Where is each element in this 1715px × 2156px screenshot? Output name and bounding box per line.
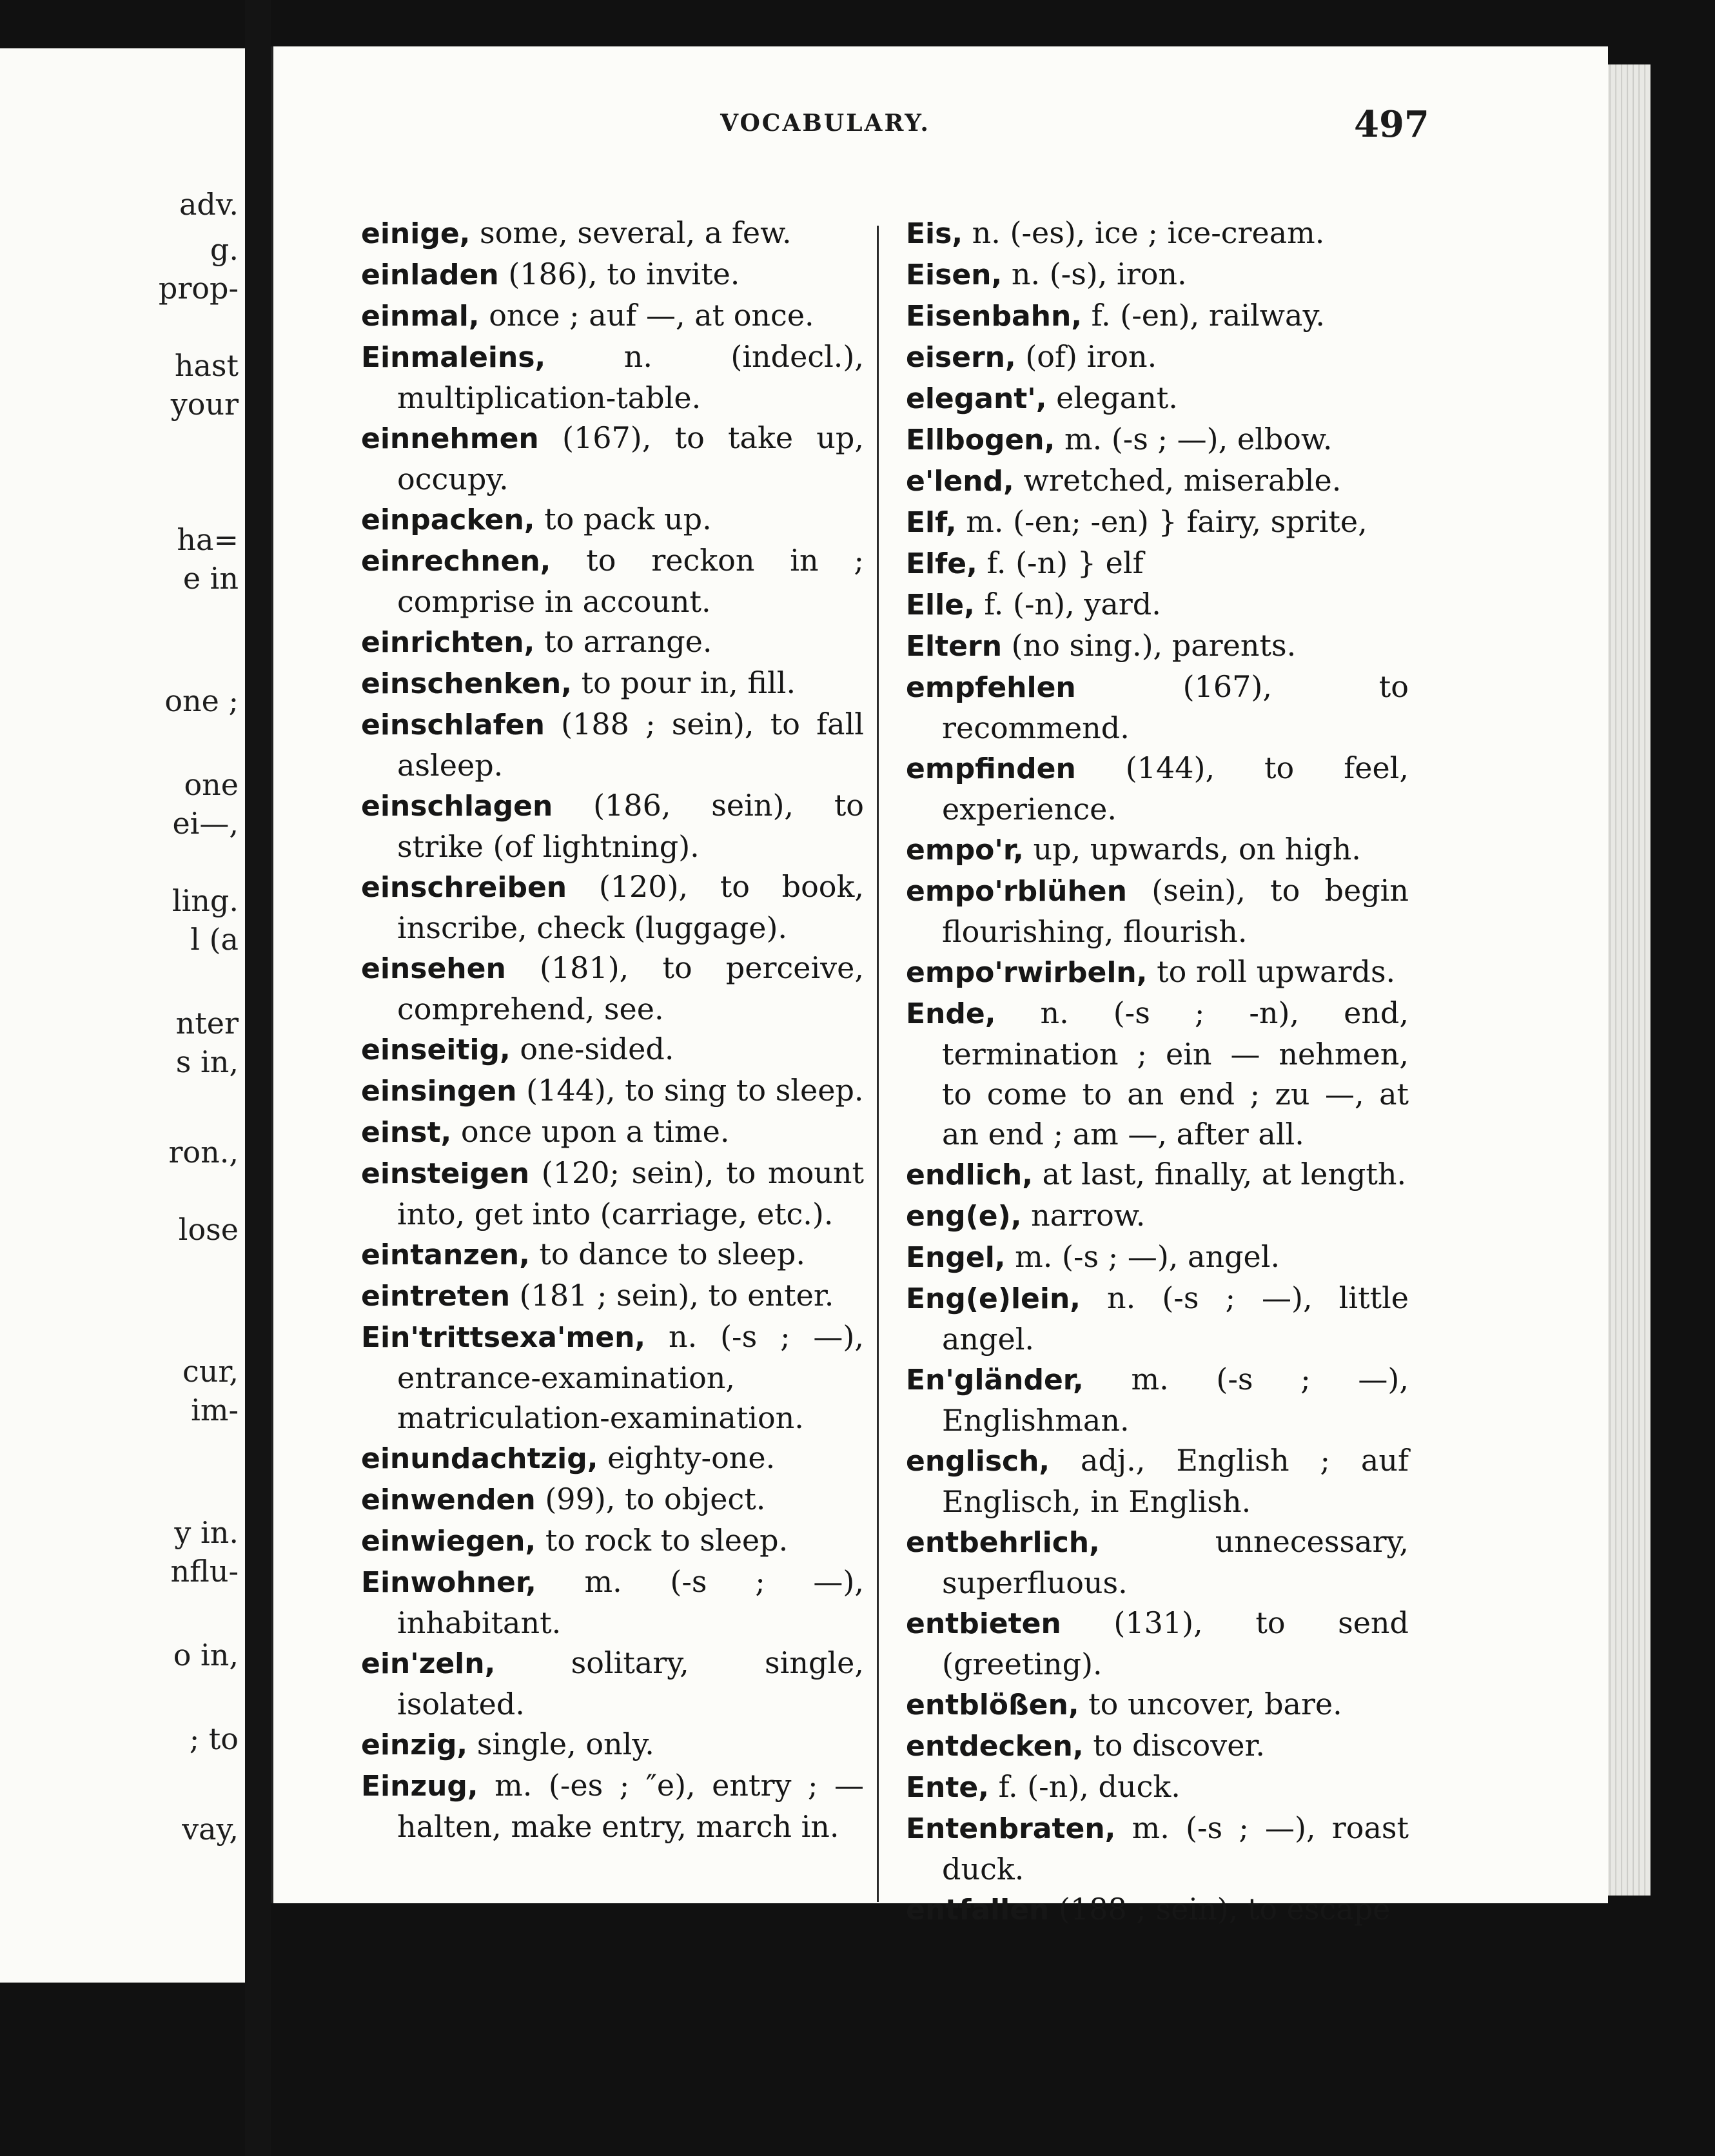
entry-definition: to dance to sleep.: [539, 1237, 805, 1271]
entry-headword: En'gländer,: [906, 1364, 1084, 1396]
previous-page-text: g.: [210, 232, 239, 267]
entry-headword: empo'rblühen: [906, 875, 1127, 908]
entry-definition: to pour in, fill.: [581, 665, 796, 700]
previous-page-text: ; to: [189, 1721, 239, 1756]
page-number: 497: [1354, 103, 1429, 146]
vocabulary-entry: [361, 1317, 864, 1438]
running-head: VOCABULARY.: [720, 110, 930, 137]
vocabulary-column-right: [906, 213, 1409, 1930]
entry-headword: eng(e),: [906, 1200, 1022, 1233]
entry-definition: n. (indecl.), multiplication-table.: [397, 339, 864, 415]
vocabulary-entry: [906, 1808, 1409, 1889]
vocabulary-entry: [906, 1195, 1409, 1237]
vocabulary-entry: [361, 1275, 864, 1317]
entry-definition: n. (-s ; —), entrance-examination, matriculation-examination.: [397, 1319, 865, 1435]
entry-headword: entfallen: [906, 1894, 1050, 1926]
entry-headword: Elfe,: [906, 547, 977, 580]
entry-headword: einsingen: [361, 1075, 517, 1108]
entry-headword: einrechnen,: [361, 545, 551, 578]
entry-headword: endlich,: [906, 1159, 1033, 1191]
entry-definition: to roll upwards.: [1157, 954, 1396, 989]
vocabulary-entry: [361, 948, 864, 1029]
entry-headword: einseitig,: [361, 1034, 511, 1066]
entry-definition: wretched, miserable.: [1023, 463, 1342, 498]
vocabulary-entry: [361, 1438, 864, 1479]
entry-definition: (188 ; sein), to fall asleep.: [397, 707, 865, 783]
entry-headword: einsehen: [361, 952, 506, 985]
entry-headword: Einmaleins,: [361, 341, 546, 374]
entry-headword: einsteigen: [361, 1157, 530, 1190]
entry-headword: e'lend,: [906, 465, 1014, 498]
entry-definition: once ; auf —, at once.: [489, 298, 814, 333]
vocabulary-entry: [361, 663, 864, 704]
entry-headword: entdecken,: [906, 1730, 1084, 1763]
entry-definition: m. (-es ; ″e), entry ; —halten, make entry, march in.: [397, 1768, 865, 1844]
previous-page-text: o in,: [173, 1638, 239, 1672]
vocabulary-entry: [906, 1278, 1409, 1359]
entry-headword: empfehlen: [906, 671, 1076, 704]
book-gutter: [245, 0, 271, 2156]
vocabulary-entry: [361, 1724, 864, 1765]
entry-definition: m. (-s ; —), inhabitant.: [397, 1564, 864, 1640]
entry-headword: einschreiben: [361, 871, 567, 904]
vocabulary-entry: [361, 1520, 864, 1562]
previous-page-text: cur,: [182, 1354, 239, 1389]
entry-headword: englisch,: [906, 1445, 1050, 1478]
entry-definition: n. (-s ; —), little angel.: [942, 1280, 1409, 1357]
vocabulary-entry: [906, 625, 1409, 667]
entry-headword: empo'rwirbeln,: [906, 956, 1148, 989]
previous-page-text: nflu-: [170, 1554, 239, 1589]
entry-headword: elegant',: [906, 382, 1047, 415]
previous-page-text: ling.: [172, 883, 239, 918]
entry-definition: one-sided.: [520, 1032, 674, 1066]
entry-definition: (131), to send (greeting).: [942, 1605, 1409, 1681]
entry-headword: entbieten: [906, 1607, 1061, 1640]
vocabulary-entry: [906, 829, 1409, 870]
vocabulary-entry: [906, 1767, 1409, 1808]
entry-definition: f. (-n) } elf: [986, 545, 1144, 580]
previous-page-text: one ;: [164, 683, 239, 718]
vocabulary-entry: [906, 1725, 1409, 1767]
vocabulary-entry: [906, 1889, 1409, 1930]
entry-headword: Ein'trittsexa'men,: [361, 1321, 646, 1354]
entry-headword: einzig,: [361, 1729, 468, 1761]
entry-definition: (120; sein), to mount into, get into (carriage, etc.).: [397, 1155, 865, 1231]
entry-definition: n. (-es), ice ; ice-cream.: [972, 215, 1325, 250]
entry-headword: Engel,: [906, 1241, 1006, 1274]
previous-page-text: adv.: [179, 187, 239, 222]
vocabulary-entry: [906, 584, 1409, 625]
entry-headword: einrichten,: [361, 626, 535, 659]
entry-definition: (181), to perceive, comprehend, see.: [397, 950, 864, 1026]
vocabulary-entry: [361, 1112, 864, 1153]
vocabulary-entry: [361, 785, 864, 867]
vocabulary-entry: [906, 1440, 1409, 1522]
previous-page-text: e in: [182, 561, 239, 596]
entry-headword: einladen: [361, 259, 499, 291]
entry-definition: to discover.: [1093, 1728, 1266, 1763]
entry-headword: eintreten: [361, 1280, 511, 1313]
vocabulary-entry: [906, 378, 1409, 419]
previous-page-text: im-: [191, 1393, 239, 1427]
previous-page-text: y in.: [174, 1515, 239, 1550]
previous-page-text: hast: [174, 348, 239, 383]
vocabulary-entry: [906, 667, 1409, 748]
previous-page-text: one: [184, 767, 239, 802]
column-rule: [877, 226, 879, 1902]
vocabulary-entry: [906, 870, 1409, 952]
vocabulary-entry: [361, 1562, 864, 1643]
entry-definition: m. (-s ; —), angel.: [1015, 1239, 1280, 1274]
vocabulary-entry: [906, 295, 1409, 337]
entry-headword: Ente,: [906, 1771, 989, 1804]
entry-definition: eighty-one.: [607, 1440, 776, 1475]
entry-headword: Eng(e)lein,: [906, 1282, 1081, 1315]
entry-headword: Entenbraten,: [906, 1812, 1116, 1845]
entry-headword: entbehrlich,: [906, 1526, 1100, 1559]
previous-page-text: s in,: [175, 1044, 239, 1079]
vocabulary-entry: [906, 254, 1409, 295]
entry-headword: einmal,: [361, 300, 480, 333]
entry-headword: Einzug,: [361, 1770, 478, 1803]
entry-headword: Einwohner,: [361, 1566, 536, 1599]
vocabulary-entry: [906, 1522, 1409, 1603]
previous-page-text: ei—,: [172, 806, 239, 841]
vocabulary-entry: [906, 213, 1409, 254]
entry-definition: (sein), to begin flourishing, flourish.: [942, 873, 1409, 949]
previous-page-text: l (a: [190, 922, 239, 957]
entry-definition: m. (-en; -en) } fairy, sprite,: [966, 504, 1367, 539]
entry-headword: einundachtzig,: [361, 1442, 598, 1475]
entry-definition: to pack up.: [544, 502, 712, 536]
entry-definition: f. (-en), railway.: [1091, 298, 1325, 333]
entry-headword: ein'zeln,: [361, 1647, 496, 1680]
previous-page-text: prop-: [158, 271, 239, 306]
entry-definition: (99), to object.: [545, 1482, 766, 1516]
entry-headword: Eis,: [906, 217, 963, 250]
entry-headword: empo'r,: [906, 834, 1024, 867]
entry-definition: (186, sein), to strike (of lightning).: [397, 788, 864, 864]
entry-definition: to rock to sleep.: [545, 1523, 789, 1558]
entry-definition: (181 ; sein), to enter.: [519, 1278, 834, 1313]
entry-headword: Eisenbahn,: [906, 300, 1083, 333]
entry-headword: empfinden: [906, 752, 1076, 785]
entry-definition: (188 ; sein), to escape: [1059, 1892, 1391, 1926]
vocabulary-entry: [906, 419, 1409, 460]
entry-definition: once upon a time.: [460, 1114, 730, 1149]
previous-page-text: vay,: [182, 1812, 239, 1847]
vocabulary-entry: [361, 499, 864, 540]
entry-definition: to arrange.: [544, 624, 712, 659]
entry-definition: (no sing.), parents.: [1011, 628, 1297, 663]
vocabulary-entry: [361, 1234, 864, 1275]
vocabulary-entry: [361, 704, 864, 785]
vocabulary-entry: [906, 502, 1409, 543]
vocabulary-entry: [906, 337, 1409, 378]
entry-definition: some, several, a few.: [480, 215, 792, 250]
vocabulary-entry: [906, 748, 1409, 829]
entry-definition: to reckon in ; comprise in account.: [397, 543, 864, 619]
entry-headword: einwenden: [361, 1484, 536, 1516]
vocabulary-entry: [361, 1765, 864, 1847]
entry-headword: eisern,: [906, 341, 1016, 374]
entry-headword: Eltern: [906, 630, 1003, 663]
vocabulary-entry: [361, 254, 864, 295]
entry-headword: einst,: [361, 1116, 452, 1149]
entry-definition: f. (-n), yard.: [984, 587, 1161, 622]
entry-headword: Eisen,: [906, 259, 1003, 291]
entry-definition: solitary, single, isolated.: [397, 1645, 864, 1721]
entry-definition: (144), to sing to sleep.: [526, 1073, 864, 1108]
vocabulary-entry: [361, 1029, 864, 1070]
vocabulary-entry: [361, 213, 864, 254]
vocabulary-entry: [906, 1359, 1409, 1440]
entry-definition: narrow.: [1031, 1198, 1146, 1233]
entry-headword: Ende,: [906, 997, 996, 1030]
previous-page-text: ha=: [177, 522, 239, 557]
entry-definition: m. (-s ; —), elbow.: [1064, 422, 1333, 456]
vocabulary-entry: [906, 1154, 1409, 1195]
vocabulary-entry: [906, 1603, 1409, 1684]
vocabulary-entry: [906, 952, 1409, 993]
vocabulary-entry: [361, 1643, 864, 1724]
entry-definition: (167), to recommend.: [942, 669, 1409, 745]
entry-definition: up, upwards, on high.: [1033, 832, 1361, 867]
entry-headword: einpacken,: [361, 504, 535, 536]
entry-headword: Ellbogen,: [906, 424, 1055, 456]
vocabulary-entry: [361, 867, 864, 948]
vocabulary-entry: [361, 1479, 864, 1520]
entry-headword: entblößen,: [906, 1689, 1079, 1721]
vocabulary-entry: [906, 993, 1409, 1154]
entry-headword: einschenken,: [361, 667, 572, 700]
vocabulary-entry: [906, 543, 1409, 584]
vocabulary-entry: [906, 1684, 1409, 1725]
page-edges: [1605, 64, 1651, 1896]
entry-headword: einschlafen: [361, 709, 545, 741]
entry-definition: n. (-s ; -n), end, termination ; ein — nehmen, to come to an end ; zu —, at an end ; am —, after all.: [942, 995, 1409, 1152]
entry-headword: einnehmen: [361, 422, 539, 455]
previous-page-fragment: [0, 48, 245, 1983]
vocabulary-entry: [361, 1070, 864, 1112]
entry-definition: adj., English ; auf Englisch, in English.: [942, 1443, 1409, 1519]
entry-headword: Elle,: [906, 589, 975, 622]
entry-definition: n. (-s), iron.: [1011, 257, 1187, 291]
entry-definition: m. (-s ; —), roast duck.: [942, 1810, 1409, 1886]
vocabulary-entry: [361, 622, 864, 663]
entry-headword: einwiegen,: [361, 1525, 536, 1558]
entry-headword: eintanzen,: [361, 1239, 530, 1271]
vocabulary-entry: [361, 418, 864, 499]
entry-headword: Elf,: [906, 506, 957, 539]
entry-definition: (167), to take up, occupy.: [397, 420, 865, 496]
vocabulary-entry: [906, 1237, 1409, 1278]
previous-page-text: lose: [178, 1212, 239, 1247]
previous-page-text: your: [170, 387, 239, 422]
previous-page-text: nter: [175, 1006, 239, 1041]
entry-headword: einschlagen: [361, 790, 553, 823]
entry-definition: (144), to feel, experience.: [942, 750, 1409, 827]
vocabulary-entry: [361, 337, 864, 418]
previous-page-text: ron.,: [168, 1135, 239, 1170]
entry-definition: elegant.: [1056, 380, 1178, 415]
entry-definition: at last, finally, at length.: [1042, 1157, 1407, 1191]
vocabulary-entry: [361, 295, 864, 337]
entry-definition: to uncover, bare.: [1088, 1687, 1342, 1721]
entry-definition: f. (-n), duck.: [998, 1769, 1181, 1804]
entry-definition: unnecessary, superfluous.: [942, 1524, 1409, 1600]
vocabulary-entry: [361, 540, 864, 622]
vocabulary-entry: [361, 1153, 864, 1234]
vocabulary-column-left: [361, 213, 864, 1847]
entry-definition: m. (-s ; —), Englishman.: [942, 1362, 1409, 1438]
entry-definition: (120), to book, inscribe, check (luggage).: [397, 869, 865, 945]
vocabulary-entry: [906, 460, 1409, 502]
entry-definition: single, only.: [476, 1727, 654, 1761]
entry-headword: einige,: [361, 217, 471, 250]
entry-definition: (of) iron.: [1025, 339, 1157, 374]
entry-definition: (186), to invite.: [508, 257, 740, 291]
